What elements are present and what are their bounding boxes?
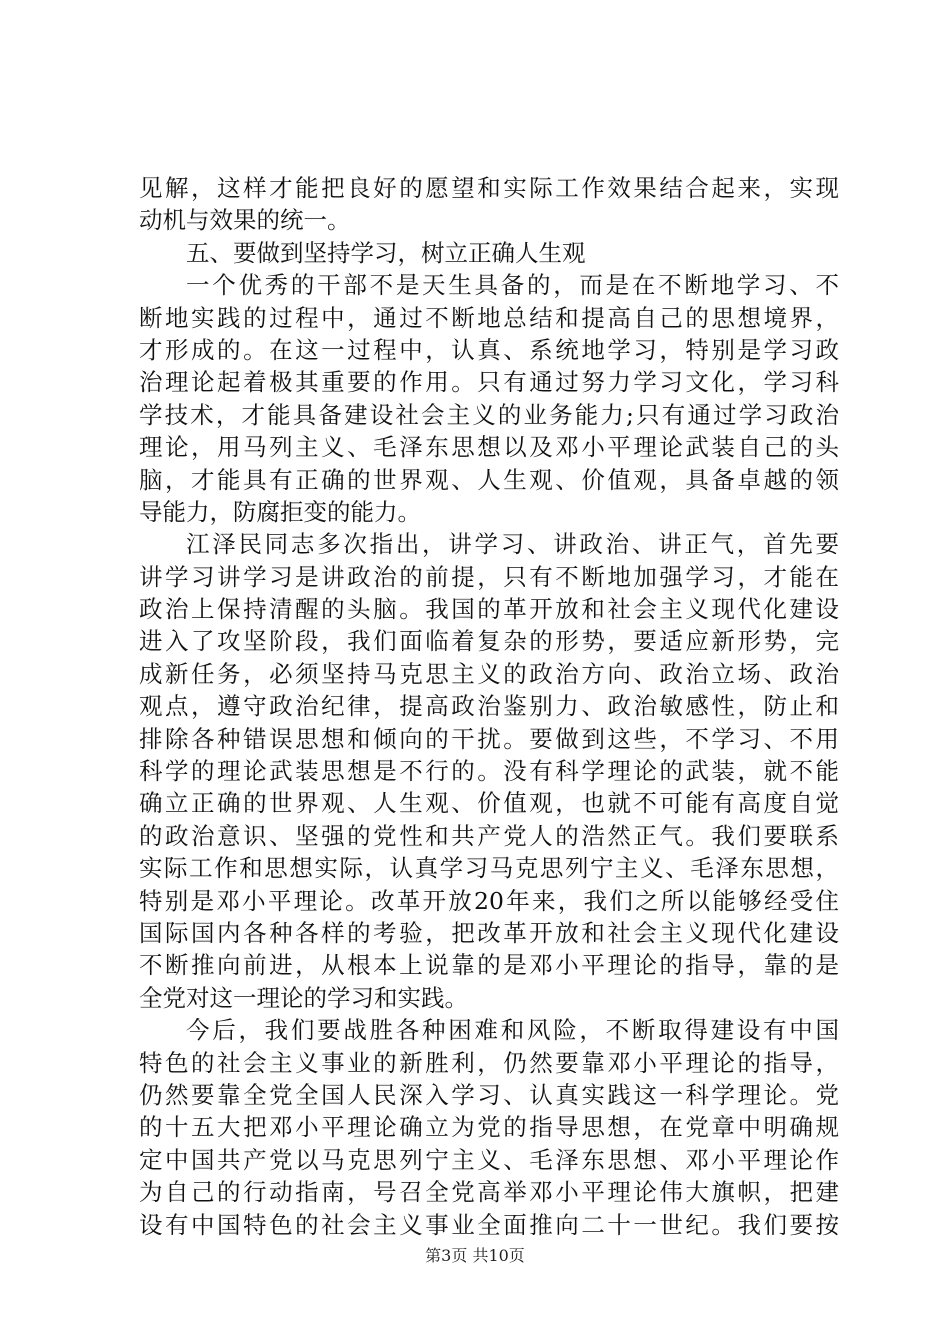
text-line: 实际工作和思想实际，认真学习马克思列宁主义、毛泽东思想， (139, 854, 839, 883)
text-line: 五、要做到坚持学习，树立正确人生观 (186, 238, 586, 267)
text-line: 成新任务，必须坚持马克思主义的政治方向、政治立场、政治 (139, 659, 839, 688)
document-body (139, 172, 839, 1241)
text-line: 的十五大把邓小平理论确立为党的指导思想，在党章中明确规 (139, 1113, 839, 1142)
text-line: 仍然要靠全党全国人民深入学习、认真实践这一科学理论。党 (139, 1080, 839, 1109)
text-line: 今后，我们要战胜各种困难和风险，不断取得建设有中国 (186, 1016, 839, 1045)
text-line: 江泽民同志多次指出，讲学习、讲政治、讲正气，首先要 (186, 530, 839, 559)
text-line: 全党对这一理论的学习和实践。 (139, 983, 468, 1012)
page-number-footer: 第3页 共10页 (425, 1246, 525, 1265)
text-line: 才形成的。在这一过程中，认真、系统地学习，特别是学习政 (139, 335, 839, 364)
text-line: 讲学习讲学习是讲政治的前提，只有不断地加强学习，才能在 (139, 562, 839, 591)
text-line: 排除各种错误思想和倾向的干扰。要做到这些，不学习、不用 (139, 724, 839, 753)
text-line: 设有中国特色的社会主义事业全面推向二十一世纪。我们要按 (139, 1210, 839, 1239)
text-line: 进入了攻坚阶段，我们面临着复杂的形势，要适应新形势，完 (139, 627, 839, 656)
text-line: 理论，用马列主义、毛泽东思想以及邓小平理论武装自己的头 (139, 433, 839, 462)
text-line: 确立正确的世界观、人生观、价值观，也就不可能有高度自觉 (139, 789, 839, 818)
text-line: 见解，这样才能把良好的愿望和实际工作效果结合起来，实现 (139, 174, 839, 202)
text-line: 观点，遵守政治纪律，提高政治鉴别力、政治敏感性，防止和 (139, 692, 839, 721)
text-line: 的政治意识、坚强的党性和共产党人的浩然正气。我们要联系 (139, 821, 839, 850)
text-line: 特别是邓小平理论。改革开放20年来，我们之所以能够经受住 (139, 886, 839, 915)
text-line: 导能力，防腐拒变的能力。 (139, 497, 421, 526)
text-line: 为自己的行动指南，号召全党高举邓小平理论伟大旗帜，把建 (139, 1178, 839, 1207)
text-line: 脑，才能具有正确的世界观、人生观、价值观，具备卓越的领 (139, 465, 839, 494)
text-line: 一个优秀的干部不是天生具备的，而是在不断地学习、不 (186, 271, 839, 300)
text-line: 国际国内各种各样的考验，把改革开放和社会主义现代化建设 (139, 918, 839, 947)
text-line: 科学的理论武装思想是不行的。没有科学理论的武装，就不能 (139, 757, 839, 786)
text-line: 不断推向前进，从根本上说靠的是邓小平理论的指导，靠的是 (139, 951, 839, 980)
text-line: 特色的社会主义事业的新胜利，仍然要靠邓小平理论的指导， (139, 1048, 839, 1077)
text-line: 动机与效果的统一。 (139, 206, 351, 235)
text-line: 学技术，才能具备建设社会主义的业务能力;只有通过学习政治 (139, 400, 839, 429)
text-line: 断地实践的过程中，通过不断地总结和提高自己的思想境界， (139, 303, 839, 332)
text-line: 治理论起着极其重要的作用。只有通过努力学习文化，学习科 (139, 368, 839, 397)
text-line: 政治上保持清醒的头脑。我国的革开放和社会主义现代化建设 (139, 595, 839, 624)
text-line: 定中国共产党以马克思列宁主义、毛泽东思想、邓小平理论作 (139, 1145, 839, 1174)
